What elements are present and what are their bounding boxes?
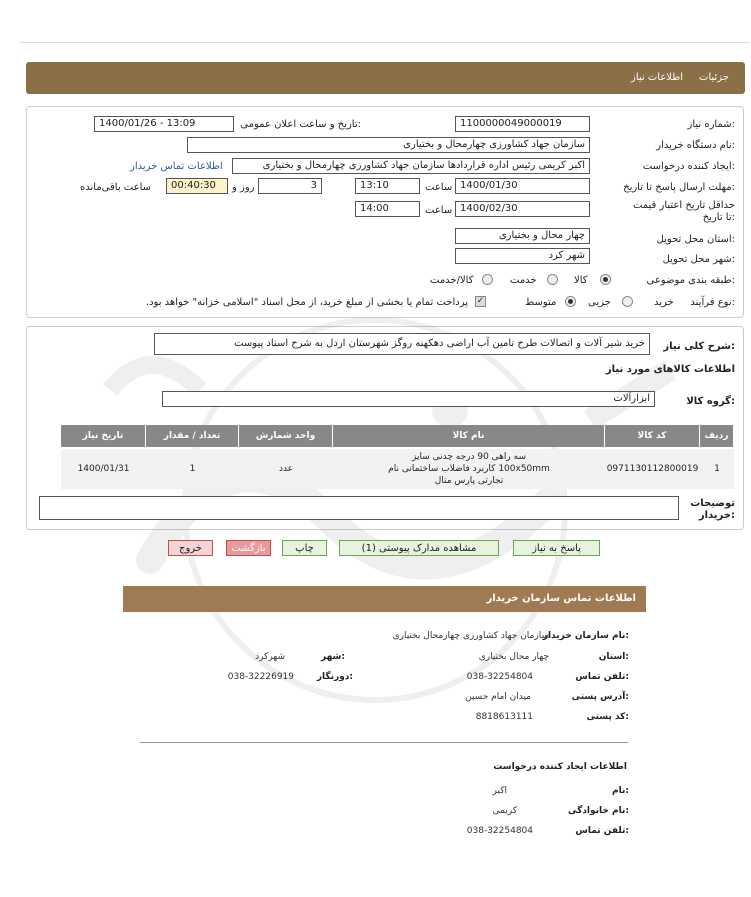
remaining-time-field: 00:40:30 xyxy=(166,178,228,194)
buyer-org-label: نام دستگاه خریدار: xyxy=(656,140,735,151)
validity-time-field: 14:00 xyxy=(355,201,420,217)
cell-date: 1400/01/31 xyxy=(77,464,130,474)
col-row: ردیف xyxy=(700,425,734,447)
announce-label: تاریخ و ساعت اعلان عمومی: xyxy=(240,119,361,130)
exit-button[interactable]: خروج xyxy=(168,540,213,556)
cell-name xyxy=(333,451,605,487)
category-label: طبقه بندی موضوعی: xyxy=(646,275,735,286)
buyer-contact-link[interactable]: اطلاعات تماس خریدار xyxy=(130,161,223,172)
contact-postal-value: 8818613111 xyxy=(475,712,533,722)
contact-phone-value: 038-32254804 xyxy=(466,672,533,682)
page-header xyxy=(26,62,745,94)
summary-field: خرید شیر آلات و اتصالات طرح تامین آب اراضی دهکهنه روگز شهرستان اردل به شرح اسناد پیوست xyxy=(154,333,650,355)
contact-fax-label: دورنگار: xyxy=(316,672,353,682)
validity-date-field: 1400/02/30 xyxy=(455,201,590,217)
goods-group-label: گروه کالا: xyxy=(686,396,735,407)
creator-family-label: نام خانوادگی: xyxy=(567,806,629,816)
back-button[interactable]: بازگشت xyxy=(226,540,271,556)
contact-address-label: آدرس پستی: xyxy=(571,692,629,702)
contact-postal-label: کد پستی: xyxy=(586,712,629,722)
category-goods-radio[interactable] xyxy=(600,274,611,285)
cell-row: 1 xyxy=(714,464,720,474)
deadline-time-label: ساعت xyxy=(425,182,453,193)
city-label: شهر محل تحویل: xyxy=(662,254,735,265)
category-service-label: خدمت xyxy=(510,275,537,286)
category-both-radio[interactable] xyxy=(482,274,493,285)
buyer-notes-label: توضیحات خریدار: xyxy=(690,498,735,521)
creator-phone-value: 038-32254804 xyxy=(466,826,533,836)
goods-group-field: ابزارآلات xyxy=(162,391,655,407)
payment-note: پرداخت تمام یا بخشی از مبلغ خرید، از محل اسناد "اسلامی خزانه" خواهد بود. xyxy=(145,297,468,308)
days-field: 3 xyxy=(258,178,322,194)
buyer-org-field: سازمان جهاد کشاورزی چهارمحال و بختیاری xyxy=(187,137,590,153)
buyer-notes-field xyxy=(39,496,679,520)
tab-need-info[interactable]: اطلاعات نیاز xyxy=(631,72,683,83)
cell-name-line-1: سه راهی 90 درجه چدنی سایز xyxy=(411,452,526,462)
days-label: روز و xyxy=(232,182,255,193)
cell-name-line-3: تجارتی پارس متال xyxy=(434,476,504,486)
cell-code: 0971130112800019 xyxy=(606,464,699,474)
col-code: کد کالا xyxy=(605,425,700,447)
col-name: نام کالا xyxy=(333,425,605,447)
cell-qty: 1 xyxy=(189,464,196,474)
summary-label: شرح کلی نیاز: xyxy=(663,341,735,352)
contact-phone-label: تلفن تماس: xyxy=(575,672,629,682)
process-medium-radio[interactable] xyxy=(565,296,576,307)
contact-city-label: شهر: xyxy=(321,652,345,662)
process-minor-radio[interactable] xyxy=(622,296,633,307)
process-buy-label: خرید xyxy=(654,297,674,308)
reply-button[interactable]: پاسخ به نیاز xyxy=(513,540,600,556)
col-date: تاریخ نیاز xyxy=(61,425,146,447)
category-both-label: کالا/خدمت xyxy=(430,275,474,286)
creator-phone-label: تلفن تماس: xyxy=(575,826,629,836)
process-label: نوع فرآیند: xyxy=(690,297,735,308)
contact-address-value: میدان امام حسین xyxy=(465,692,531,702)
creator-name-label: نام: xyxy=(612,786,629,796)
requester-label: ایجاد کننده درخواست: xyxy=(642,161,735,172)
city-field: شهر کرد xyxy=(455,248,590,264)
creator-family-value: کریمی xyxy=(492,806,517,816)
province-label: استان محل تحویل: xyxy=(656,234,735,245)
process-minor-label: جزیی xyxy=(588,297,611,308)
cell-name-line-2: 100x50mm کاربرد فاضلاب ساختمانی نام xyxy=(388,464,550,474)
contact-header xyxy=(123,586,646,612)
announce-field: 1400/01/26 - 13:09 xyxy=(94,116,234,132)
col-unit: واحد شمارش xyxy=(239,425,333,447)
contact-org-value: سازمان جهاد کشاورزی چهارمحال بختیاری xyxy=(392,631,549,641)
contact-title: اطلاعات تماس سازمان خریدار xyxy=(486,593,636,604)
contact-org-label: نام سازمان خریدار: xyxy=(542,631,629,641)
validity-label: حداقل تاریخ اعتبار قیمت تا تاریخ: xyxy=(632,200,735,223)
contact-province-value: چهار محال بختیاری xyxy=(478,652,549,662)
province-field: چهار محال و بختیاری xyxy=(455,228,590,244)
col-qty: تعداد / مقدار xyxy=(146,425,239,447)
goods-table xyxy=(61,425,734,489)
contact-divider xyxy=(140,742,628,743)
goods-title: اطلاعات کالاهای مورد نیاز xyxy=(605,364,735,375)
deadline-date-field: 1400/01/30 xyxy=(455,178,590,194)
process-medium-label: متوسط xyxy=(525,297,557,308)
contact-fax-value: 038-32226919 xyxy=(227,672,294,682)
payment-checkbox[interactable]: ✓ xyxy=(476,296,485,306)
validity-time-label: ساعت xyxy=(425,205,453,216)
requester-field: اکبر کریمی رئیس اداره قراردادها سازمان جهاد کشاورزی چهارمحال و بختیاری xyxy=(232,158,590,174)
remaining-label: ساعت باقی‌مانده xyxy=(80,182,152,193)
category-service-radio[interactable] xyxy=(547,274,558,285)
need-number-field: 1100000049000019 xyxy=(455,116,590,132)
print-button[interactable]: چاپ xyxy=(282,540,327,556)
attachments-button[interactable]: مشاهده مدارک پیوستی (1) xyxy=(339,540,499,556)
top-divider xyxy=(20,42,750,43)
category-goods-label: کالا xyxy=(574,275,588,286)
cell-unit: عدد xyxy=(278,464,294,474)
need-number-label: شماره نیاز: xyxy=(687,119,735,130)
tab-details[interactable]: جزئیات xyxy=(699,72,729,83)
creator-name-value: اکبر xyxy=(492,786,507,796)
deadline-label: مهلت ارسال پاسخ تا تاریخ: xyxy=(623,182,735,193)
creator-title: اطلاعات ایجاد کننده درخواست xyxy=(493,762,627,772)
deadline-time-field: 13:10 xyxy=(355,178,420,194)
contact-city-value: شهرکرد xyxy=(255,652,285,662)
contact-province-label: استان: xyxy=(598,652,629,662)
